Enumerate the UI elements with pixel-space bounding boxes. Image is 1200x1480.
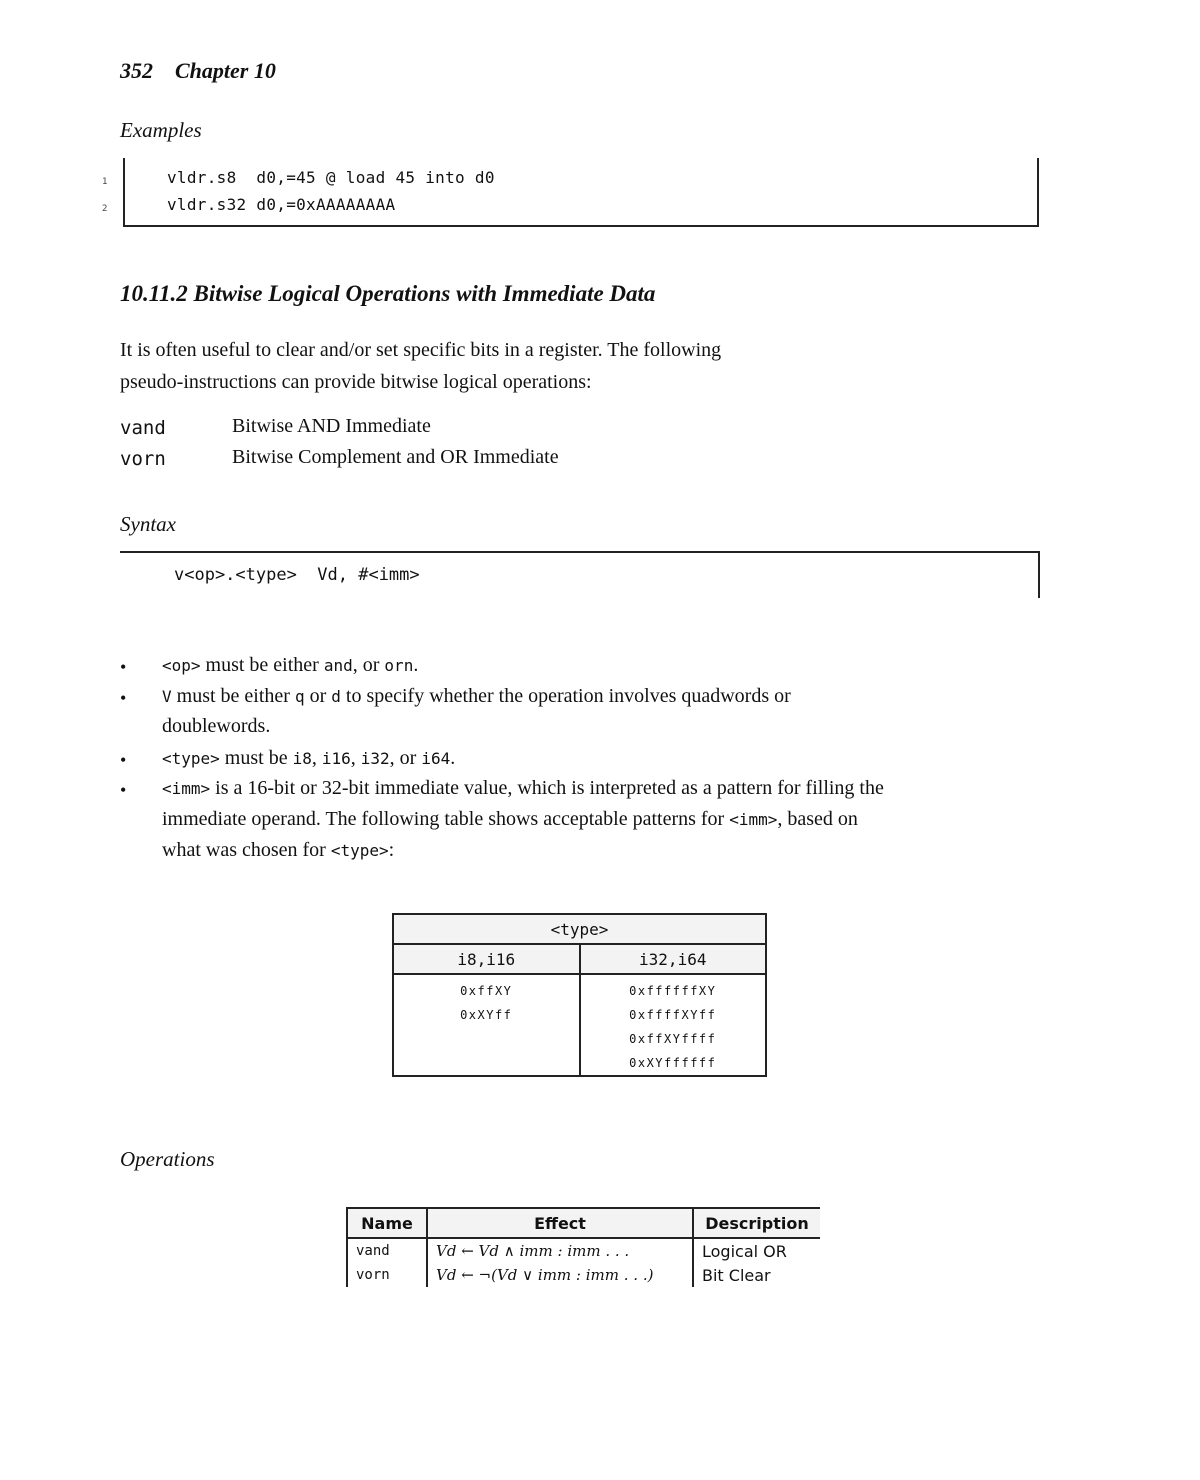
- table-cell: [393, 1051, 580, 1076]
- table-row: [347, 1238, 820, 1263]
- code-line-number: 1: [102, 177, 108, 187]
- code-line-number: 2: [102, 204, 108, 214]
- table-cell: 0xffXY: [393, 974, 580, 1003]
- table-cell: 0xXYffffff: [580, 1051, 767, 1076]
- intro-paragraph-line: pseudo-instructions can provide bitwise logical operations:: [120, 371, 592, 393]
- bullet-icon: •: [120, 780, 127, 800]
- op-effect: Vd ← Vd ∧ imm : imm . . .: [427, 1238, 693, 1263]
- op-description: Bit Clear: [702, 1265, 771, 1285]
- running-head: [120, 58, 276, 84]
- bullet-item-continuation: doublewords.: [162, 715, 271, 737]
- chapter-title: Chapter 10: [175, 58, 276, 83]
- table-column-header: i32,i64: [580, 944, 767, 974]
- code-line: vldr.s8 d0,=45 @ load 45 into d0: [167, 168, 495, 187]
- bullet-icon: •: [120, 657, 127, 677]
- table-row: [393, 1027, 766, 1051]
- syntax-code: v<op>.<type> Vd, #<imm>: [174, 565, 420, 585]
- bullet-icon: •: [120, 750, 127, 770]
- bullet-item-continuation: what was chosen for <type>:: [162, 839, 395, 861]
- operations-heading: Operations: [120, 1147, 215, 1171]
- op-effect: Vd ← ¬(Vd ∨ imm : imm . . .): [427, 1263, 693, 1287]
- page-number: 352: [120, 58, 153, 83]
- bullet-item: <op> must be either and, or orn.: [162, 654, 419, 676]
- table-row: [393, 1003, 766, 1027]
- table-row: [393, 1051, 766, 1076]
- definition-term: vorn: [120, 448, 166, 470]
- bullet-item-continuation: immediate operand. The following table shows acceptable patterns for <imm>, based on: [162, 808, 858, 830]
- table-column-header: Effect: [427, 1208, 693, 1238]
- op-name: vand: [347, 1238, 427, 1263]
- definition-term: vand: [120, 417, 166, 439]
- section-heading: 10.11.2 Bitwise Logical Operations with Immediate Data: [120, 281, 656, 306]
- bullet-item: V must be either q or d to specify whether the operation involves quadwords or: [162, 685, 791, 707]
- operations-table: [346, 1207, 820, 1287]
- table-column-header: i8,i16: [393, 944, 580, 974]
- table-group-header: <type>: [393, 914, 766, 944]
- examples-heading: Examples: [120, 118, 202, 142]
- definition-description: Bitwise AND Immediate: [232, 415, 431, 437]
- bullet-item: <type> must be i8, i16, i32, or i64.: [162, 747, 456, 769]
- op-description: Logical OR: [702, 1241, 787, 1261]
- imm-pattern-table: [392, 913, 767, 1077]
- table-cell: [393, 1027, 580, 1051]
- bullet-item: <imm> is a 16-bit or 32-bit immediate value, which is interpreted as a pattern for filling the: [162, 777, 884, 799]
- table-row: [393, 974, 766, 1003]
- table-cell: 0xffffXYff: [580, 1003, 767, 1027]
- op-name: vorn: [347, 1263, 427, 1287]
- table-row: [347, 1263, 820, 1287]
- definition-description: Bitwise Complement and OR Immediate: [232, 446, 559, 468]
- table-cell: 0xXYff: [393, 1003, 580, 1027]
- intro-paragraph-line: It is often useful to clear and/or set specific bits in a register. The following: [120, 339, 722, 361]
- table-cell: 0xffffffXY: [580, 974, 767, 1003]
- table-column-header: Description: [693, 1208, 820, 1238]
- syntax-box-tick: [1038, 589, 1040, 598]
- code-line: vldr.s32 d0,=0xAAAAAAAA: [167, 195, 396, 214]
- bullet-icon: •: [120, 688, 127, 708]
- table-cell: 0xffXYffff: [580, 1027, 767, 1051]
- syntax-heading: Syntax: [120, 512, 176, 536]
- table-column-header: Name: [347, 1208, 427, 1238]
